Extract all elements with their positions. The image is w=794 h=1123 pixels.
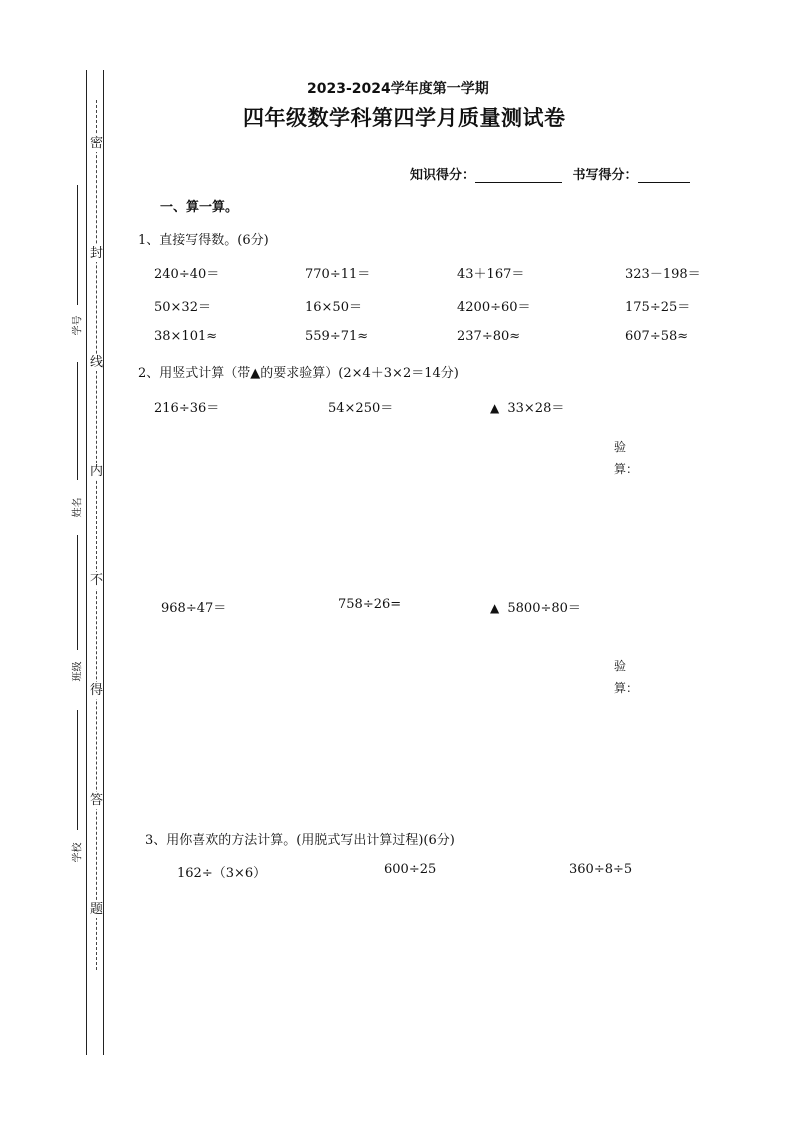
class-label: 班级 [72,661,84,682]
q3-item: 600÷25 [384,862,437,877]
q1-item: 240÷40＝ [154,267,220,282]
q2-item-text: 33×28＝ [507,401,565,416]
q2-item: 216÷36＝ [154,401,220,416]
q2-prompt: 2、用竖式计算（带▲的要求验算）(2×4＋3×2＝14分) [138,366,459,381]
writing-score-field[interactable] [638,168,690,183]
section-heading: 一、算一算。 [160,200,239,215]
q1-prompt: 1、直接写得数。(6分) [138,233,269,248]
writing-score-label: 书写得分： [572,168,638,183]
name-field[interactable] [77,362,78,480]
seal-char-ti: 题 [90,902,104,917]
class-field[interactable] [77,710,78,830]
q1-item: 38×101≈ [154,329,218,344]
q1-item: 323－198＝ [625,267,701,282]
q1-item: 4200÷60＝ [457,300,531,315]
name-field-lower[interactable] [77,535,78,650]
q3-item: 162÷（3×6） [177,866,267,881]
seal-char-de: 得 [90,683,104,698]
q2-item: 968÷47＝ [161,601,227,616]
verify-label: 验算： [614,440,639,476]
seal-char-xian: 线 [90,355,104,370]
seal-char-mi: 密 [90,136,104,151]
year-line: 2023-2024学年度第一学期 [307,81,489,97]
q2-item-verify [490,397,564,416]
q2-item: 758÷26= [338,597,402,612]
q2-item-verify [490,597,581,616]
binding-line-outer [86,70,87,1055]
q1-item: 43＋167＝ [457,267,525,282]
q1-item: 175÷25＝ [625,300,691,315]
student-id-label: 学号 [72,315,84,336]
q1-item: 16×50＝ [305,300,362,315]
q1-item: 559÷71≈ [305,329,369,344]
q1-item: 607÷58≈ [625,329,689,344]
triangle-marker: ▲ [490,601,500,615]
seal-char-da: 答 [90,793,104,808]
score-line [410,164,690,183]
q1-item: 770÷11＝ [305,267,371,282]
knowledge-score-field[interactable] [475,168,562,183]
seal-char-feng: 封 [90,246,104,261]
binding-line-inner [103,70,104,1055]
q1-item: 237÷80≈ [457,329,521,344]
verify-label: 验算： [614,659,639,695]
seal-char-nei: 内 [90,464,104,479]
page-title: 四年级数学科第四学月质量测试卷 [243,106,566,130]
student-id-field[interactable] [77,185,78,305]
q2-item: 54×250＝ [328,401,394,416]
q3-item: 360÷8÷5 [569,862,633,877]
triangle-marker: ▲ [490,401,500,415]
binding-line-dashed [96,100,97,970]
seal-char-bu: 不 [90,573,104,588]
q1-item: 50×32＝ [154,300,211,315]
q3-prompt: 3、用你喜欢的方法计算。(用脱式写出计算过程)(6分) [145,833,455,848]
name-label: 姓名 [72,497,84,518]
school-label: 学校 [72,842,84,863]
knowledge-score-label: 知识得分： [410,168,476,183]
q2-item-text: 5800÷80＝ [507,601,581,616]
